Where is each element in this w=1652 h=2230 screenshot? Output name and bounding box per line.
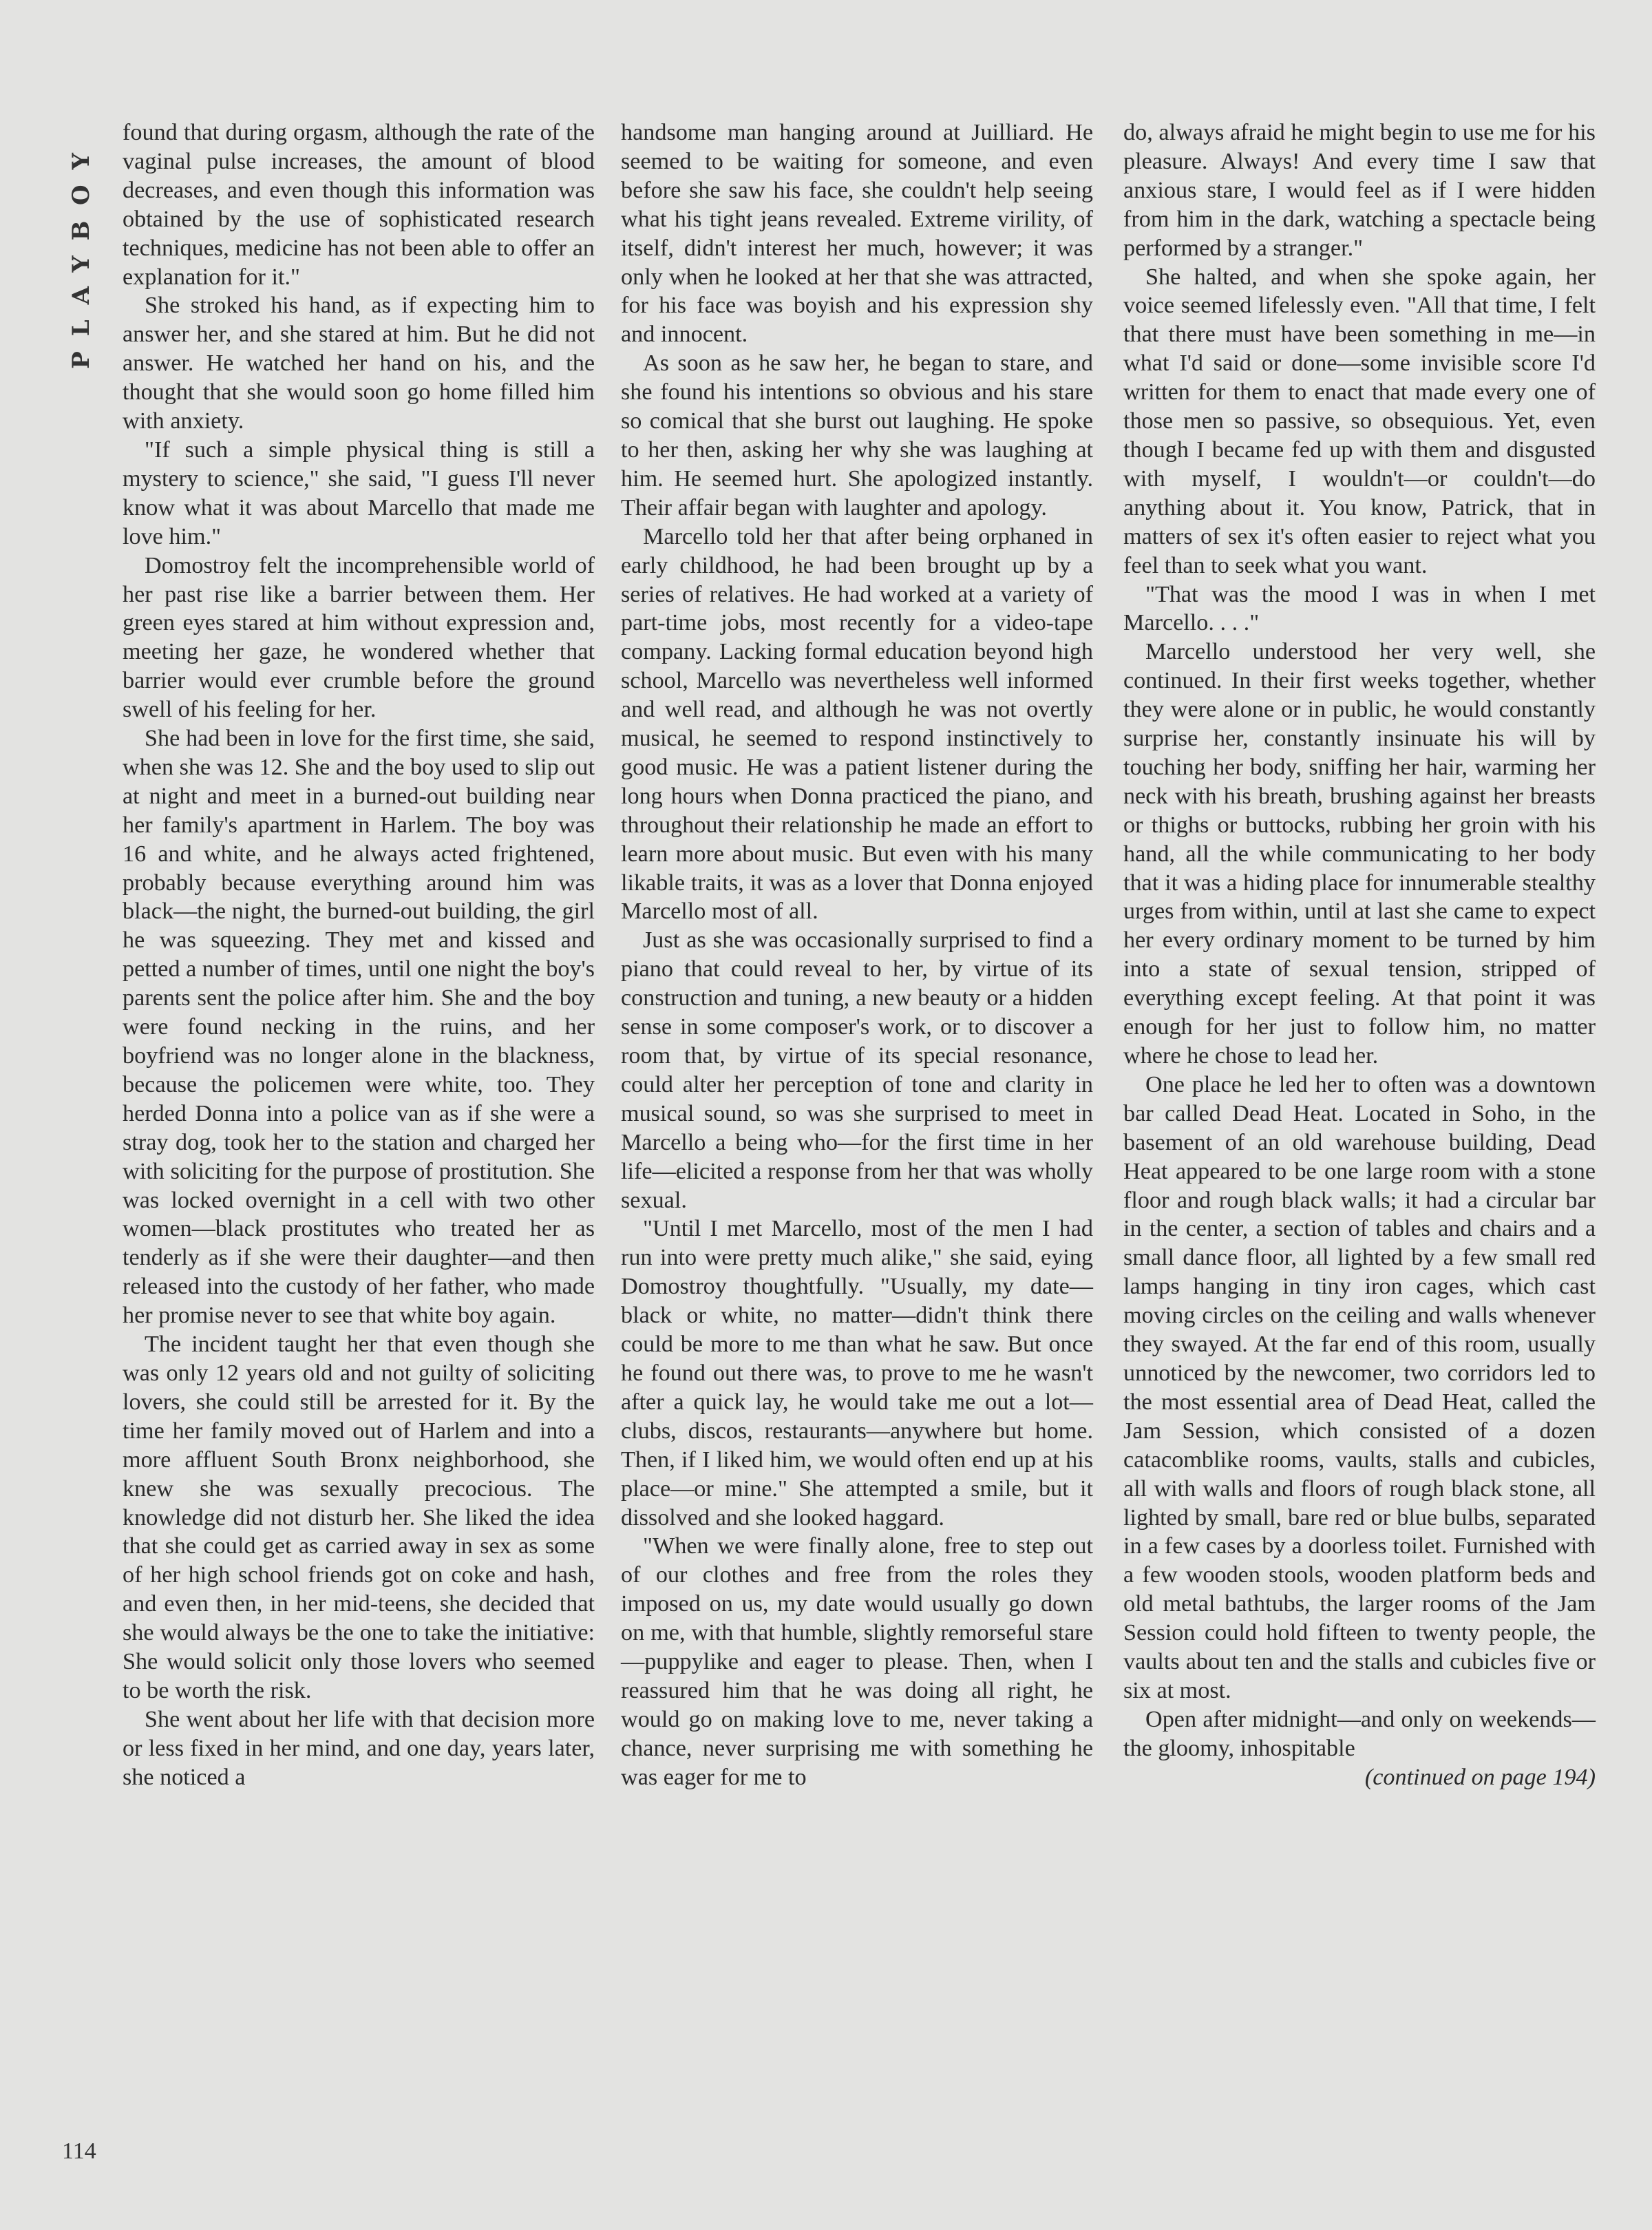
paragraph: "That was the mood I was in when I met Marcello. . . ." <box>1123 581 1596 636</box>
page-number: 114 <box>62 2138 96 2164</box>
magazine-masthead <box>61 123 102 384</box>
paragraph: "When we were finally alone, free to step out of our clothes and free from the roles they imposed on us, my date would usually go down on me, with that humble, slightly remorseful stare—puppylike and eager to please. Then, when I reassured him that he was doing all right, he would go on making love to me, never taking a chance, never surprising me with something he was eager for me to <box>621 1533 1093 1790</box>
paragraph: She stroked his hand, as if expecting him to answer her, and she stared at him. But he did not answer. He watched her hand on his, and the thought that she would soon go home filled him with anxiety. <box>123 293 595 434</box>
paragraph: As soon as he saw her, he began to stare, and she found his intentions so obvious and his stare so comical that she burst out laughing. He spoke to her then, asking her why she was laughing at him. He seemed hurt. She apologized instantly. Their affair began with laughter and apology. <box>621 350 1093 520</box>
continued-note: (continued on page 194) <box>1364 1764 1596 1790</box>
paragraph: handsome man hanging around at Juilliard. He seemed to be waiting for someone, and even before she saw his face, she couldn't help seeing what his tight jeans revealed. Extreme virility, of itself, didn't interest her much, however; it was only when he looked at her that she was attracted, for his face was boyish and his expression shy and innocent. <box>621 120 1093 348</box>
paragraph: One place he led her to often was a downtown bar called Dead Heat. Located in Soho, in the basement of an old warehouse building, Dead Heat appeared to be one large room with a stone floor and rough black walls; it had a circular bar in the center, a section of tables and chairs and a small dance floor, all lighted by a few small red lamps hanging in tiny iron cages, which cast moving circles on the ceiling and walls whenever they swayed. At the far end of this room, usually unnoticed by the newcomer, two corridors led to the most essential area of Dead Heat, called the Jam Session, which consisted of a dozen catacomblike rooms, vaults, stalls and cubicles, all with walls and floors of rough black stone, all lighted by small, bare red or blue bulbs, separated in a few cases by a doorless toilet. Furnished with a few wooden stools, wooden platform beds and old metal bathtubs, the larger rooms of the Jam Session could hold fifteen to twenty people, the vaults about ten and the stalls and cubicles five or six at most. <box>1123 1071 1596 1703</box>
paragraph: do, always afraid he might begin to use me for his pleasure. Always! And every time I saw that anxious stare, I would feel as if I were hidden from him in the dark, watching a spectacle being performed by a stranger." <box>1123 120 1596 261</box>
paragraph: Just as she was occasionally surprised to find a piano that could reveal to her, by virtue of its construction and tuning, a new beauty or a hidden sense in some composer's work, or to discover a room that, by virtue of its special resonance, could alter her perception of tone and clarity in musical sound, so was she surprised to meet in Marcello a being who—for the first time in her life—elicited a response from her that was wholly sexual. <box>621 927 1093 1213</box>
paragraph: She had been in love for the first time, she said, when she was 12. She and the boy used to slip out at night and meet in a burned-out building near her family's apartment in Harlem. The boy was 16 and white, and he always acted frightened, probably because everything around him was black—the night, the burned-out building, the girl he was squeezing. They met and kissed and petted a number of times, until one night the boy's parents sent the police after him. She and the boy were found necking in the ruins, and her boyfriend was no longer alone in the blackness, because the policemen were white, too. They herded Donna into a police van as if she were a stray dog, took her to the station and charged her with soliciting for the purpose of prostitution. She was locked overnight in a cell with two other women—black prostitutes who treated her as tenderly as if she were their daughter—and then released into the custody of her father, who made her promise never to see that white boy again. <box>123 726 595 1329</box>
paragraph: Open after midnight—and only on weekends—the gloomy, inhospitable <box>1123 1706 1596 1761</box>
paragraph: "If such a simple physical thing is still a mystery to science," she said, "I guess I'll never know what it was about Marcello that made me love him." <box>123 436 595 549</box>
paragraph: "Until I met Marcello, most of the men I had run into were pretty much alike," she said, eying Domostroy thoughtfully. "Usually, my date—black or white, no matter—didn't think there could be more to me than what he saw. But once he found out there was, to prove to me he wasn't after a quick lay, he would take me out a lot—clubs, discos, restaurants—anywhere but home. Then, if I liked him, we would often end up at his place—or mine." She attempted a smile, but it dissolved and she looked haggard. <box>621 1216 1093 1531</box>
text-column-3 <box>1123 118 1596 1792</box>
paragraph: found that during orgasm, although the rate of the vaginal pulse increases, the amount of blood decreases, and even though this information was obtained by the use of sophisticated research techniques, medicine has not been able to offer an explanation for it." <box>123 120 595 290</box>
text-column-2 <box>621 118 1093 1792</box>
paragraph: Marcello understood her very well, she continued. In their first weeks together, whether they were alone or in public, he would constantly surprise her, constantly insinuate his will by touching her body, sniffing her hair, warming her neck with his breath, brushing against her breasts or thighs or buttocks, rubbing her groin with his hand, all the while communicating to her body that it was a hiding place for innumerable stealthy urges from within, until at last she came to expect her every ordinary moment to be turned by him into a state of sexual tension, stripped of everything except feeling. At that point it was enough for her just to follow him, no matter where he chose to lead her. <box>1123 639 1596 1069</box>
text-column-1 <box>123 118 595 1792</box>
magazine-name: PLAYBOY <box>67 138 95 369</box>
paragraph: She halted, and when she spoke again, her voice seemed lifelessly even. "All that time, I felt that there must have been something in me—in what I'd said or done—some invisible score I'd written for them to enact that made every one of those men so passive, so obsequious. Yet, even though I became fed up with them and disgusted with myself, I wouldn't—or couldn't—do anything about it. You know, Patrick, that in matters of sex it's often easier to reject what you feel than to seek what you want. <box>1123 264 1596 578</box>
paragraph: She went about her life with that decision more or less fixed in her mind, and one day, years later, she noticed a <box>123 1706 595 1790</box>
paragraph: Marcello told her that after being orphaned in early childhood, he had been brought up by a series of relatives. He had worked at a variety of part-time jobs, most recently for a video-tape company. Lacking formal education beyond high school, Marcello was nevertheless well informed and well read, and although he was not overtly musical, he seemed to respond instinctively to good music. He was a patient listener during the long hours when Donna practiced the piano, and throughout their relationship he made an effort to learn more about music. But even with his many likable traits, it was as a lover that Donna enjoyed Marcello most of all. <box>621 523 1093 925</box>
paragraph: Domostroy felt the incomprehensible world of her past rise like a barrier between them. Her green eyes stared at him without expression and, meeting her gaze, he wondered whether that barrier would ever crumble before the ground swell of his feeling for her. <box>123 552 595 723</box>
paragraph: The incident taught her that even though she was only 12 years old and not guilty of soliciting lovers, she could still be arrested for it. By the time her family moved out of Harlem and into a more affluent South Bronx neighborhood, she knew she was sexually precocious. The knowledge did not disturb her. She liked the idea that she could get as carried away in sex as some of her high school friends got on coke and hash, and even then, in her mid-teens, she decided that she would always be the one to take the initiative: She would solicit only those lovers who seemed to be worth the risk. <box>123 1332 595 1703</box>
